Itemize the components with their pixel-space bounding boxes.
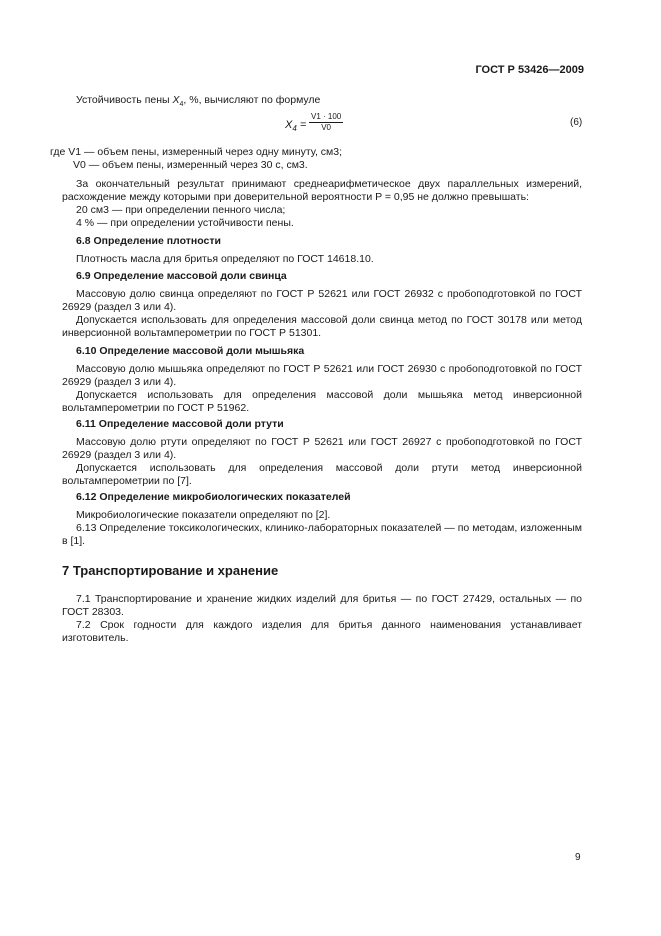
section-6-8-p1: Плотность масла для бритья определяют по ГОСТ 14618.10. (76, 253, 374, 265)
section-6-11-p1: Массовую долю ртути определяют по ГОСТ Р 52621 или ГОСТ 26927 с пробоподготовкой по ГОСТ 26929 (раздел 3 или 4). (62, 436, 582, 461)
section-6-9-title: 6.9 Определение массовой доли свинца (76, 270, 287, 282)
section-6-10-title: 6.10 Определение массовой доли мышьяка (76, 345, 305, 357)
intro-rendered: Устойчивость пены $X_4$, %, вычисляют по формуле (76, 94, 321, 109)
section-7-title: 7 Транспортирование и хранение (62, 563, 279, 578)
intro-line (62, 94, 582, 107)
section-6-10-p1: Массовую долю мышьяка определяют по ГОСТ Р 52621 или ГОСТ 26930 с пробоподготовкой по ГОСТ 26929 (раздел 3 или 4). (62, 363, 582, 388)
formula-lhs: $X_4$ = (285, 119, 307, 134)
section-6-9-p1: Массовую долю свинца определяют по ГОСТ Р 52621 или ГОСТ 26932 с пробоподготовкой по ГОСТ 26929 (раздел 3 или 4). (62, 288, 582, 313)
formula-fraction (309, 112, 343, 133)
section-6-10-p2: Допускается использовать для определения массовой доли мышьяка метод инверсионной вольтамперометрии по ГОСТ Р 51962. (62, 389, 582, 414)
formula-number: (6) (570, 117, 583, 128)
where-line-2: V0 — объем пены, измеренный через 30 с, см3. (73, 159, 308, 171)
section-6-11-p2: Допускается использовать для определения массовой доли ртути метод инверсионной вольтамперометрии по [7]. (62, 462, 582, 487)
formula-denominator: V0 (321, 123, 332, 132)
page-number: 9 (575, 852, 581, 863)
where-line-1: где V1 — объем пены, измеренный через одну минуту, см3; (50, 146, 343, 158)
final-item-1: 20 см3 — при определении пенного числа; (76, 204, 286, 216)
section-7-2-p: 7.2 Срок годности для каждого изделия для бритья данного наименования устанавливает изготовитель. (62, 619, 582, 644)
section-6-13-p: 6.13 Определение токсикологических, клинико-лабораторных показателей — по методам, изложенным в [1]. (62, 522, 582, 547)
section-6-8-title: 6.8 Определение плотности (76, 235, 221, 247)
section-6-11-title: 6.11 Определение массовой доли ртути (76, 418, 284, 430)
section-6-12-title: 6.12 Определение микробиологических показателей (76, 491, 351, 503)
document-code: ГОСТ Р 53426—2009 (475, 64, 584, 76)
final-item-2: 4 % — при определении устойчивости пены. (76, 217, 294, 229)
section-6-9-p2: Допускается использовать для определения массовой доли свинца метод по ГОСТ 30178 или метод инверсионной вольтамперометрии по ГОСТ Р 51301. (62, 314, 582, 339)
section-6-12-p1: Микробиологические показатели определяют по [2]. (76, 509, 331, 521)
formula-6 (285, 110, 355, 140)
formula-numerator: V1 · 100 (311, 112, 342, 121)
section-7-1-p: 7.1 Транспортирование и хранение жидких изделий для бритья — по ГОСТ 27429, остальных — по ГОСТ 28303. (62, 593, 582, 618)
final-result-paragraph: За окончательный результат принимают среднеарифметическое двух параллельных измерений, расхождение между которыми при доверительной вероятности P = 0,95 не должно превышать: (62, 178, 582, 203)
